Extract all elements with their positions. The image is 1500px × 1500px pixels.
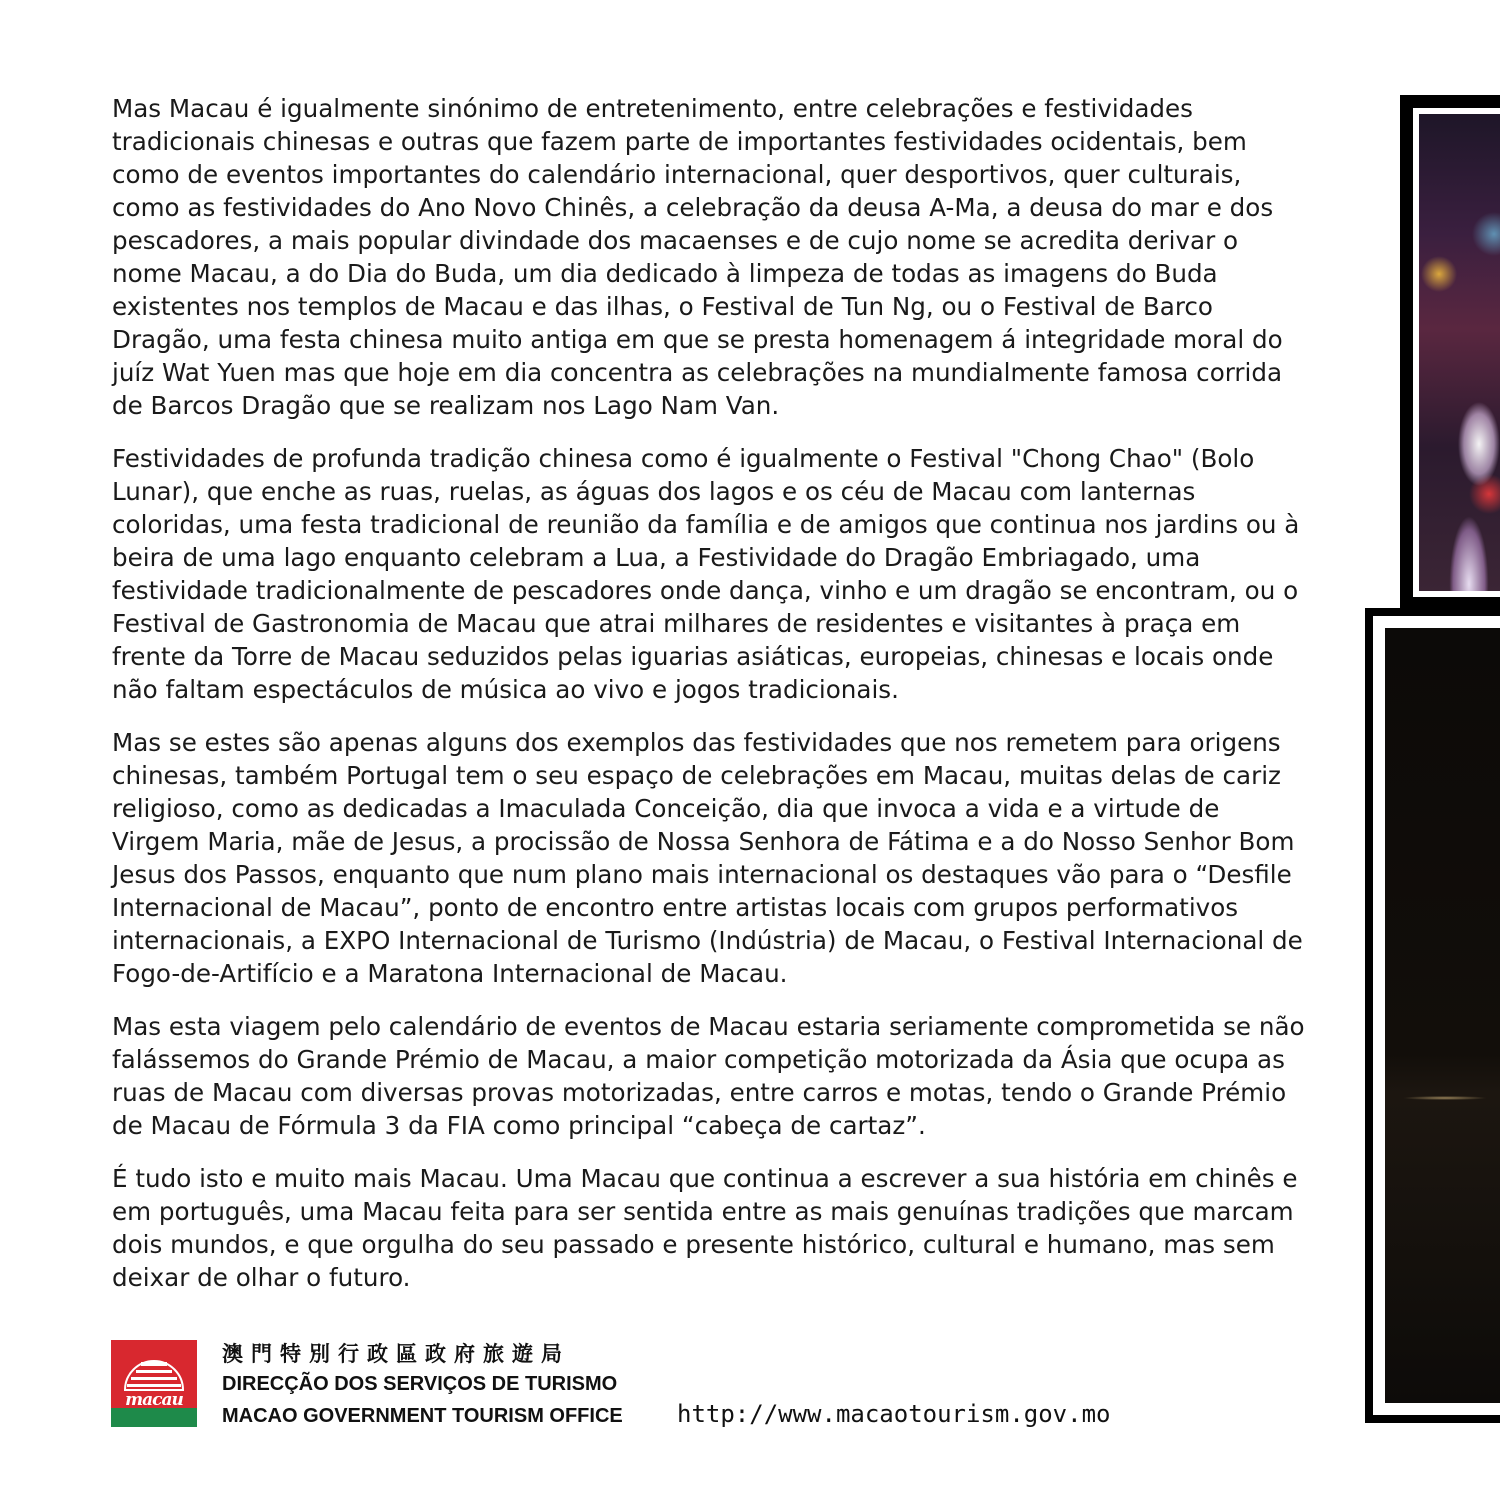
article-body xyxy=(112,92,1312,1314)
org-name-chinese: 澳門特別行政區政府旅遊局 xyxy=(222,1342,570,1366)
paragraph: Mas esta viagem pelo calendário de eventos de Macau estaria seriamente comprometida se não falássemos do Grande Prémio de Macau, a maior competição motorizada da Ásia que ocupa as ruas de Macau com diversas provas motorizadas, entre carros e motas, tendo o Grande Prémio de Macau de Fórmula 3 da FIA como principal “cabeça de cartaz”. xyxy=(112,1012,1305,1140)
photo-border xyxy=(1373,616,1500,1415)
paragraph: Mas Macau é igualmente sinónimo de entretenimento, entre celebrações e festividades tradicionais chinesas e outras que fazem parte de importantes festividades ocidentais, bem como de eventos importantes do calendário internacional, quer desportivos, quer culturais, como as festividades do Ano Novo Chinês, a celebração da deusa A-Ma, a deusa do mar e dos pescadores, a mais popular divindade dos macaenses e de cujo nome se acredita derivar o nome Macau, a do Dia do Buda, um dia dedicado à limpeza de todas as imagens do Buda existentes nos templos de Macau e das ilhas, o Festival de Tun Ng, ou o Festival de Barco Dragão, uma festa chinesa muito antiga em que se presta homenagem á integridade moral do juíz Wat Yuen mas que hoje em dia concentra as celebrações na mundialmente famosa corrida de Barcos Dragão que se realizam nos Lago Nam Van. xyxy=(112,94,1283,420)
night-skyline-image xyxy=(1385,628,1500,1403)
lion-dance-photo xyxy=(1400,95,1500,610)
org-name-english: MACAO GOVERNMENT TOURISM OFFICE xyxy=(222,1405,623,1427)
org-name-portuguese: DIRECÇÃO DOS SERVIÇOS DE TURISMO xyxy=(222,1373,618,1395)
paragraph: Festividades de profunda tradição chinesa como é igualmente o Festival "Chong Chao" (Bolo Lunar), que enche as ruas, ruelas, as águas dos lagos e os céu de Macau com lanternas coloridas, uma festa tradicional de reunião da família e de amigos que continua nos jardins ou à beira de uma lago enquanto celebram a Lua, a Festividade do Dragão Embriagado, uma festividade tradicionalmente de pescadores onde dança, vinho e um dragão se encontram, ou o Festival de Gastronomia de Macau que atrai milhares de residentes e visitantes à praça em frente da Torre de Macau seduzidos pelas iguarias asiáticas, europeias, chinesas e locais onde não faltam espectáculos de música ao vivo e jogos tradicionais. xyxy=(112,444,1300,704)
logo-green-band xyxy=(111,1408,197,1427)
website-link[interactable]: http://www.macaotourism.gov.mo xyxy=(677,1400,1111,1428)
night-skyline-photo xyxy=(1365,608,1500,1423)
photo-border xyxy=(1413,108,1500,597)
lion-dance-image xyxy=(1419,114,1500,591)
logo-wordmark: macau xyxy=(125,1390,183,1410)
paragraph: É tudo isto e muito mais Macau. Uma Macau que continua a escrever a sua história em chinês e em português, uma Macau feita para ser sentida entre as mais genuínas tradições que marcam dois mundos, e que orgulha do seu passado e presente histórico, cultural e humano, mas sem deixar de olhar o futuro. xyxy=(112,1164,1298,1292)
macau-tourism-logo xyxy=(111,1340,197,1427)
paragraph: Mas se estes são apenas alguns dos exemplos das festividades que nos remetem para origens chinesas, também Portugal tem o seu espaço de celebrações em Macau, muitas delas de cariz religioso, como as dedicadas a Imaculada Conceição, dia que invoca a vida e a virtude de Virgem Maria, mãe de Jesus, a procissão de Nossa Senhora de Fátima e a do Nosso Senhor Bom Jesus dos Passos, enquanto que num plano mais internacional os destaques vão para o “Desfile Internacional de Macau”, ponto de encontro entre artistas locais com grupos performativos internacionais, a EXPO Internacional de Turismo (Indústria) de Macau, o Festival Internacional de Fogo-de-Artifício e a Maratona Internacional de Macau. xyxy=(112,728,1303,988)
